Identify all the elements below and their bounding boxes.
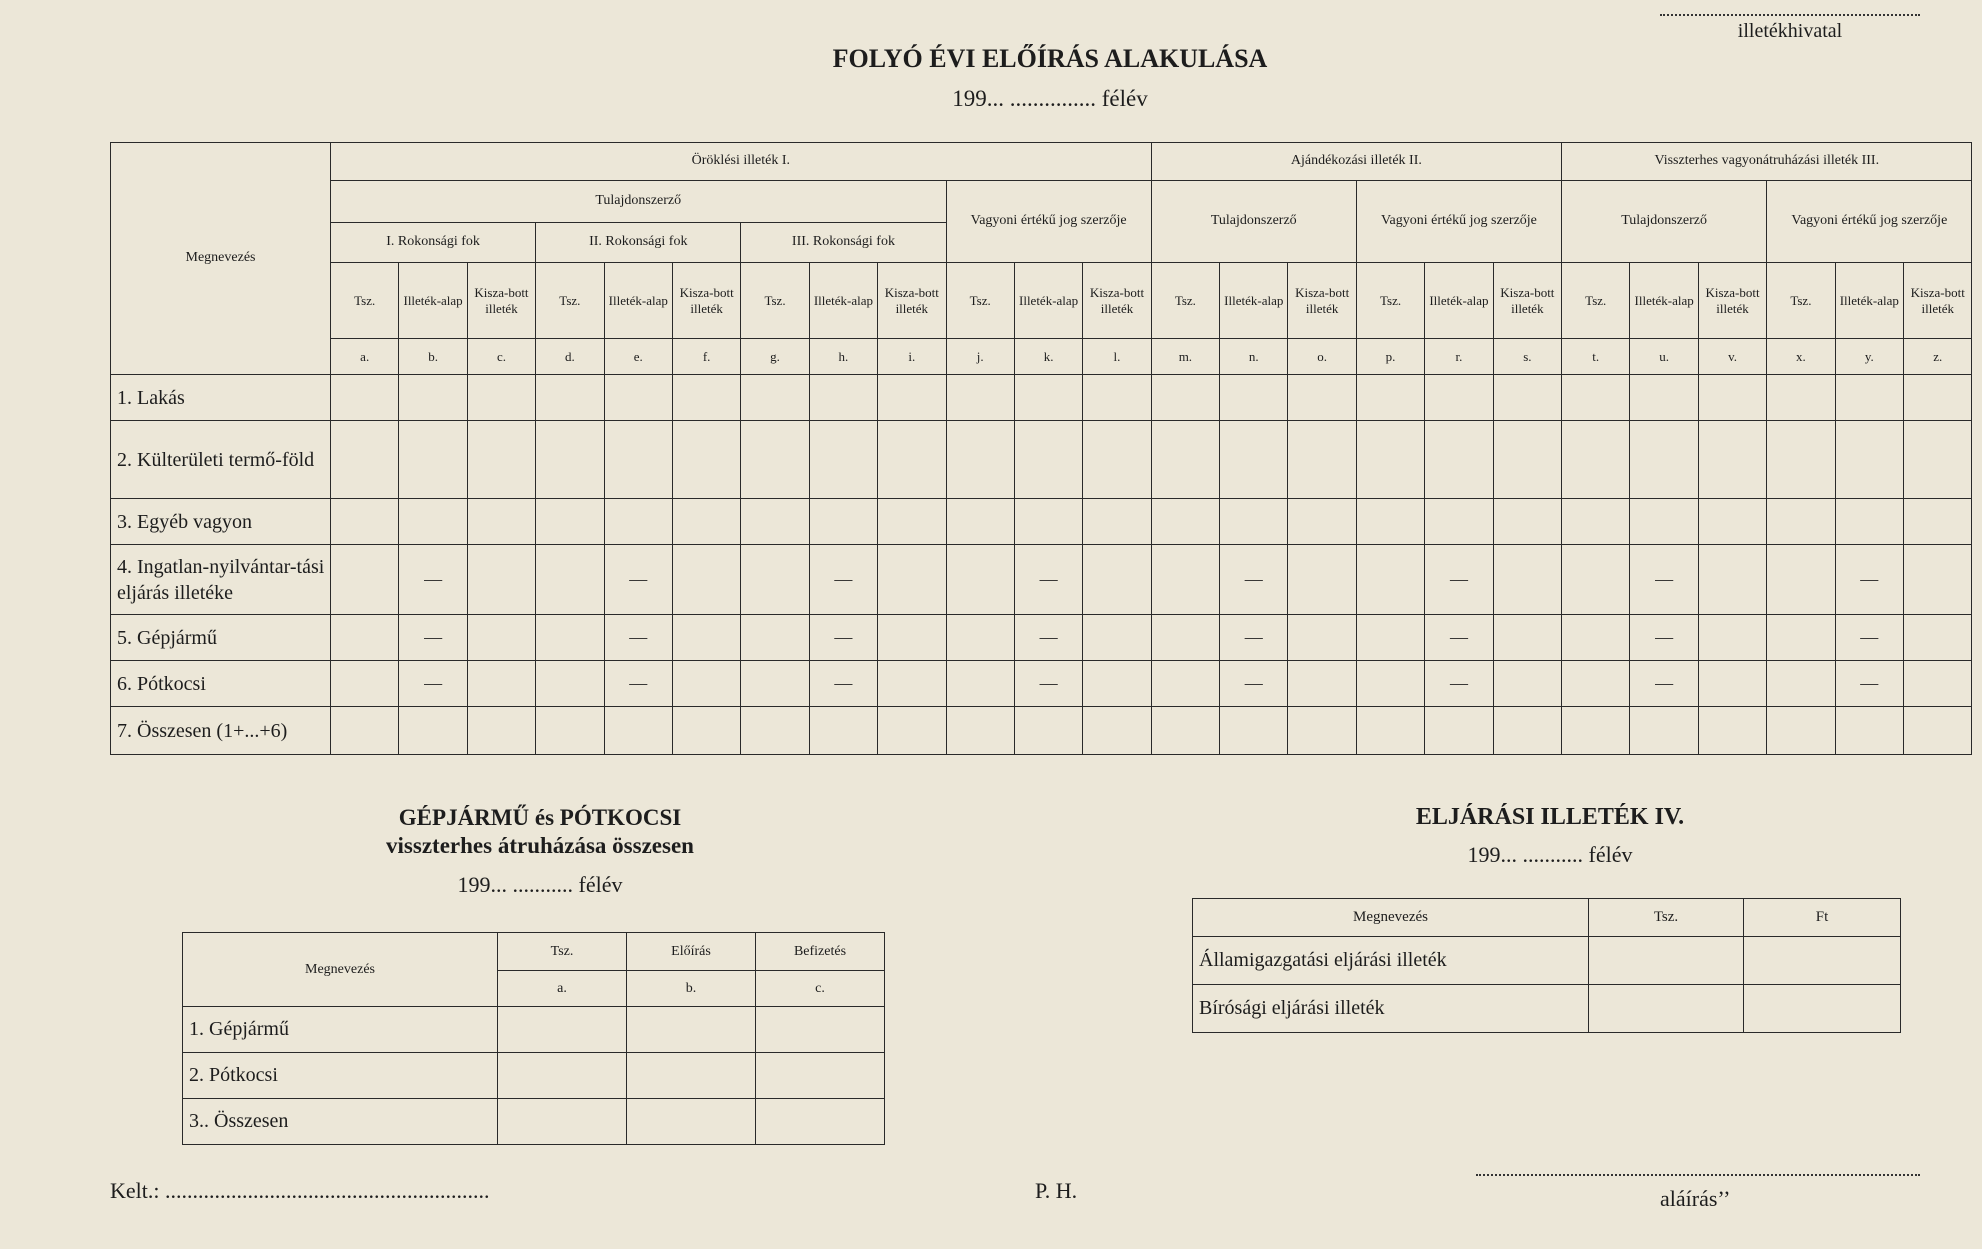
dash-cell: — <box>1630 615 1698 661</box>
data-cell <box>672 615 740 661</box>
data-cell <box>1562 375 1630 421</box>
col-header-count: Tsz. <box>1151 263 1219 339</box>
data-cell <box>1151 421 1219 499</box>
main-table <box>110 142 1972 755</box>
data-cell <box>1562 615 1630 661</box>
row-label: 5. Gépjármű <box>111 615 331 661</box>
data-cell <box>672 545 740 615</box>
data-cell <box>1220 707 1288 755</box>
vehicle-period: 199... ........... félév <box>457 872 623 897</box>
vehicle-row-total: 3.. Összesen <box>183 1099 498 1145</box>
col-letter: j. <box>946 339 1014 375</box>
data-cell <box>946 707 1014 755</box>
col-letter: k. <box>1014 339 1082 375</box>
data-cell <box>1083 615 1151 661</box>
tax-office-field <box>1660 8 1920 43</box>
col-letter: a. <box>331 339 399 375</box>
data-cell <box>604 499 672 545</box>
col-letter: x. <box>1767 339 1835 375</box>
row-label: 3. Egyéb vagyon <box>111 499 331 545</box>
vehicle-col-paid: Befizetés <box>756 933 885 971</box>
table-row <box>111 661 1972 707</box>
dash-cell: — <box>1014 661 1082 707</box>
vehicle-title-line1: GÉPJÁRMŰ és PÓTKOCSI <box>398 805 682 830</box>
procedure-section-title: ELJÁRÁSI ILLETÉK IV. <box>1415 804 1685 830</box>
col-letter: z. <box>1904 339 1972 375</box>
data-cell <box>399 707 467 755</box>
data-cell <box>399 421 467 499</box>
col-header-assessed: Kisza-bott illeték <box>467 263 535 339</box>
col-header-count: Tsz. <box>1767 263 1835 339</box>
dash-cell: — <box>399 615 467 661</box>
data-cell <box>946 499 1014 545</box>
data-cell <box>1904 499 1972 545</box>
data-cell <box>1356 661 1424 707</box>
data-cell <box>536 421 604 499</box>
page-title: FOLYÓ ÉVI ELŐÍRÁS ALAKULÁSA <box>832 44 1268 73</box>
data-cell <box>1630 707 1698 755</box>
data-cell <box>741 375 809 421</box>
data-cell <box>1630 421 1698 499</box>
col-letter: v. <box>1698 339 1766 375</box>
procedure-cell <box>1589 985 1744 1033</box>
vehicle-row-header: Megnevezés <box>183 933 498 1007</box>
col-header-base: Illeték-alap <box>1835 263 1903 339</box>
col-letter: h. <box>809 339 877 375</box>
data-cell <box>536 375 604 421</box>
vehicle-cell <box>498 1099 627 1145</box>
data-cell <box>467 375 535 421</box>
data-cell <box>1767 499 1835 545</box>
col-letter: s. <box>1493 339 1561 375</box>
data-cell <box>1698 421 1766 499</box>
data-cell <box>1562 499 1630 545</box>
col-header-base: Illeték-alap <box>1425 263 1493 339</box>
row-header: Megnevezés <box>111 143 331 375</box>
col-header-count: Tsz. <box>741 263 809 339</box>
data-cell <box>1014 375 1082 421</box>
data-cell <box>878 615 946 661</box>
data-cell <box>467 545 535 615</box>
data-cell <box>1083 707 1151 755</box>
data-cell <box>604 707 672 755</box>
data-cell <box>1014 707 1082 755</box>
data-cell <box>946 421 1014 499</box>
data-cell <box>399 375 467 421</box>
vehicle-row-car: 1. Gépjármű <box>183 1007 498 1053</box>
vehicle-cell <box>627 1053 756 1099</box>
data-cell <box>1562 661 1630 707</box>
data-cell <box>1835 375 1903 421</box>
data-cell <box>878 707 946 755</box>
data-cell <box>1904 615 1972 661</box>
data-cell <box>331 545 399 615</box>
degree-2-header: II. Rokonsági fok <box>536 223 741 263</box>
col-letter: g. <box>741 339 809 375</box>
data-cell <box>1562 707 1630 755</box>
data-cell <box>536 707 604 755</box>
data-cell <box>1356 545 1424 615</box>
vehicle-table <box>182 932 885 1145</box>
data-cell <box>1151 545 1219 615</box>
col-letter: p. <box>1356 339 1424 375</box>
rights-header-gift: Vagyoni értékű jog szerzője <box>1356 181 1561 263</box>
rights-header-transfer: Vagyoni értékű jog szerzője <box>1767 181 1972 263</box>
group-header-transfer: Visszterhes vagyonátruházási illeték III. <box>1562 143 1972 181</box>
data-cell <box>1904 661 1972 707</box>
table-row <box>111 421 1972 499</box>
dash-cell: — <box>1835 545 1903 615</box>
col-letter: d. <box>536 339 604 375</box>
dash-cell: — <box>1425 545 1493 615</box>
dash-cell: — <box>1220 661 1288 707</box>
row-label: 6. Pótkocsi <box>111 661 331 707</box>
data-cell <box>1767 615 1835 661</box>
data-cell <box>604 421 672 499</box>
data-cell <box>1425 707 1493 755</box>
col-letter: b. <box>399 339 467 375</box>
data-cell <box>536 615 604 661</box>
col-header-assessed: Kisza-bott illeték <box>878 263 946 339</box>
data-cell <box>1493 499 1561 545</box>
data-cell <box>946 615 1014 661</box>
col-header-assessed: Kisza-bott illeték <box>1493 263 1561 339</box>
col-letter: u. <box>1630 339 1698 375</box>
data-cell <box>1151 615 1219 661</box>
data-cell <box>741 421 809 499</box>
degree-3-header: III. Rokonsági fok <box>741 223 946 263</box>
dash-cell: — <box>1425 615 1493 661</box>
col-letter: l. <box>1083 339 1151 375</box>
col-header-base: Illeték-alap <box>1014 263 1082 339</box>
data-cell <box>331 421 399 499</box>
vehicle-cell <box>756 1053 885 1099</box>
table-row <box>111 545 1972 615</box>
data-cell <box>946 661 1014 707</box>
data-cell <box>1698 661 1766 707</box>
data-cell <box>946 545 1014 615</box>
col-header-base: Illeték-alap <box>604 263 672 339</box>
data-cell <box>1425 421 1493 499</box>
col-header-base: Illeték-alap <box>1220 263 1288 339</box>
data-cell <box>1562 421 1630 499</box>
data-cell <box>1220 421 1288 499</box>
data-cell <box>1835 707 1903 755</box>
data-cell <box>1698 615 1766 661</box>
date-field: Kelt.: ........................................................... <box>110 1178 490 1203</box>
data-cell <box>331 661 399 707</box>
dash-cell: — <box>1630 545 1698 615</box>
col-header-count: Tsz. <box>331 263 399 339</box>
col-header-base: Illeték-alap <box>1630 263 1698 339</box>
data-cell <box>1767 661 1835 707</box>
procedure-col-count: Tsz. <box>1589 899 1744 937</box>
data-cell <box>536 499 604 545</box>
dash-cell: — <box>809 545 877 615</box>
data-cell <box>1288 545 1356 615</box>
data-cell <box>741 615 809 661</box>
data-cell <box>331 707 399 755</box>
data-cell <box>1493 661 1561 707</box>
procedure-col-name: Megnevezés <box>1193 899 1589 937</box>
col-header-count: Tsz. <box>536 263 604 339</box>
col-letter: e. <box>604 339 672 375</box>
col-header-count: Tsz. <box>1562 263 1630 339</box>
data-cell <box>1767 421 1835 499</box>
data-cell <box>604 375 672 421</box>
data-cell <box>672 375 740 421</box>
col-letter: n. <box>1220 339 1288 375</box>
data-cell <box>1835 499 1903 545</box>
vehicle-letter-b: b. <box>627 971 756 1007</box>
data-cell <box>536 545 604 615</box>
table-row <box>111 615 1972 661</box>
rights-header-inheritance: Vagyoni értékű jog szerzője <box>946 181 1151 263</box>
owner-header-gift: Tulajdonszerző <box>1151 181 1356 263</box>
vehicle-letter-a: a. <box>498 971 627 1007</box>
procedure-period: 199... ........... félév <box>1467 842 1633 867</box>
col-letter: f. <box>672 339 740 375</box>
data-cell <box>1288 375 1356 421</box>
data-cell <box>331 615 399 661</box>
procedure-table <box>1192 898 1901 1033</box>
col-header-base: Illeték-alap <box>399 263 467 339</box>
data-cell <box>1767 707 1835 755</box>
dash-cell: — <box>1425 661 1493 707</box>
dash-cell: — <box>399 661 467 707</box>
data-cell <box>1767 375 1835 421</box>
data-cell <box>878 545 946 615</box>
table-row <box>111 499 1972 545</box>
col-letter: o. <box>1288 339 1356 375</box>
dash-cell: — <box>1835 661 1903 707</box>
data-cell <box>1698 707 1766 755</box>
data-cell <box>1288 707 1356 755</box>
data-cell <box>1356 615 1424 661</box>
data-cell <box>1835 421 1903 499</box>
col-header-base: Illeték-alap <box>809 263 877 339</box>
col-letter: i. <box>878 339 946 375</box>
degree-1-header: I. Rokonsági fok <box>331 223 536 263</box>
col-letter: r. <box>1425 339 1493 375</box>
owner-header-inheritance: Tulajdonszerző <box>331 181 947 223</box>
vehicle-title-line2: visszterhes átruházása összesen <box>386 832 694 858</box>
data-cell <box>1288 661 1356 707</box>
data-cell <box>467 661 535 707</box>
signature-line <box>1476 1170 1920 1176</box>
data-cell <box>1425 499 1493 545</box>
data-cell <box>1220 375 1288 421</box>
col-header-assessed: Kisza-bott illeték <box>672 263 740 339</box>
table-row <box>111 707 1972 755</box>
procedure-row-administrative: Államigazgatási eljárási illeték <box>1193 937 1589 985</box>
data-cell <box>331 375 399 421</box>
dash-cell: — <box>1220 615 1288 661</box>
data-cell <box>399 499 467 545</box>
office-label: illetékhivatal <box>1737 20 1843 42</box>
vehicle-row-trailer: 2. Pótkocsi <box>183 1053 498 1099</box>
data-cell <box>1356 499 1424 545</box>
vehicle-cell <box>498 1007 627 1053</box>
data-cell <box>1083 661 1151 707</box>
dash-cell: — <box>809 615 877 661</box>
row-label: 4. Ingatlan-nyilvántar-tási eljárás illetéke <box>111 545 331 615</box>
data-cell <box>672 421 740 499</box>
row-label: 2. Külterületi termő-föld <box>111 421 331 499</box>
data-cell <box>1288 615 1356 661</box>
data-cell <box>741 707 809 755</box>
data-cell <box>1767 545 1835 615</box>
data-cell <box>1014 421 1082 499</box>
data-cell <box>1562 545 1630 615</box>
data-cell <box>1151 375 1219 421</box>
data-cell <box>1288 499 1356 545</box>
data-cell <box>741 499 809 545</box>
data-cell <box>467 707 535 755</box>
procedure-col-amount: Ft <box>1744 899 1901 937</box>
col-header-count: Tsz. <box>946 263 1014 339</box>
data-cell <box>1083 545 1151 615</box>
dash-cell: — <box>399 545 467 615</box>
dash-cell: — <box>1220 545 1288 615</box>
dash-cell: — <box>604 615 672 661</box>
vehicle-cell <box>627 1099 756 1145</box>
group-header-inheritance: Öröklési illeték I. <box>331 143 1152 181</box>
data-cell <box>1220 499 1288 545</box>
row-label: 7. Összesen (1+...+6) <box>111 707 331 755</box>
vehicle-cell <box>498 1053 627 1099</box>
data-cell <box>672 661 740 707</box>
data-cell <box>878 661 946 707</box>
data-cell <box>1083 375 1151 421</box>
vehicle-cell <box>627 1007 756 1053</box>
owner-header-transfer: Tulajdonszerző <box>1562 181 1767 263</box>
col-header-count: Tsz. <box>1356 263 1424 339</box>
data-cell <box>536 661 604 707</box>
col-header-assessed: Kisza-bott illeték <box>1083 263 1151 339</box>
data-cell <box>1288 421 1356 499</box>
data-cell <box>809 707 877 755</box>
row-label: 1. Lakás <box>111 375 331 421</box>
dash-cell: — <box>604 545 672 615</box>
data-cell <box>467 615 535 661</box>
col-header-assessed: Kisza-bott illeték <box>1698 263 1766 339</box>
dash-cell: — <box>1014 615 1082 661</box>
data-cell <box>1356 421 1424 499</box>
data-cell <box>1493 545 1561 615</box>
data-cell <box>1151 499 1219 545</box>
data-cell <box>1630 499 1698 545</box>
data-cell <box>1904 375 1972 421</box>
data-cell <box>1151 661 1219 707</box>
data-cell <box>946 375 1014 421</box>
stamp-placeholder: P. H. <box>1035 1178 1078 1203</box>
procedure-cell <box>1589 937 1744 985</box>
data-cell <box>1904 421 1972 499</box>
signature-label: aláírás’’ <box>1660 1186 1731 1211</box>
data-cell <box>1356 707 1424 755</box>
data-cell <box>467 499 535 545</box>
col-header-assessed: Kisza-bott illeték <box>1288 263 1356 339</box>
vehicle-col-assessed: Előírás <box>627 933 756 971</box>
data-cell <box>1698 499 1766 545</box>
dash-cell: — <box>604 661 672 707</box>
vehicle-col-count: Tsz. <box>498 933 627 971</box>
data-cell <box>809 421 877 499</box>
col-letter: c. <box>467 339 535 375</box>
data-cell <box>1493 707 1561 755</box>
data-cell <box>1698 375 1766 421</box>
procedure-cell <box>1744 985 1901 1033</box>
vehicle-section-title <box>320 804 760 859</box>
procedure-row-court: Bírósági eljárási illeték <box>1193 985 1589 1033</box>
data-cell <box>1356 375 1424 421</box>
data-cell <box>331 499 399 545</box>
col-letter: y. <box>1835 339 1903 375</box>
vehicle-cell <box>756 1007 885 1053</box>
dash-cell: — <box>1630 661 1698 707</box>
data-cell <box>878 421 946 499</box>
col-letter: t. <box>1562 339 1630 375</box>
dash-cell: — <box>809 661 877 707</box>
page-period: 199... ............... félév <box>952 86 1148 111</box>
data-cell <box>809 375 877 421</box>
data-cell <box>1493 375 1561 421</box>
vehicle-cell <box>756 1099 885 1145</box>
data-cell <box>878 499 946 545</box>
data-cell <box>1014 499 1082 545</box>
dash-cell: — <box>1835 615 1903 661</box>
vehicle-letter-c: c. <box>756 971 885 1007</box>
data-cell <box>741 545 809 615</box>
data-cell <box>741 661 809 707</box>
data-cell <box>672 499 740 545</box>
group-header-gift: Ajándékozási illeték II. <box>1151 143 1561 181</box>
data-cell <box>1493 421 1561 499</box>
data-cell <box>1425 375 1493 421</box>
data-cell <box>467 421 535 499</box>
data-cell <box>1630 375 1698 421</box>
dash-cell: — <box>1014 545 1082 615</box>
data-cell <box>878 375 946 421</box>
col-header-assessed: Kisza-bott illeték <box>1904 263 1972 339</box>
data-cell <box>672 707 740 755</box>
data-cell <box>1151 707 1219 755</box>
data-cell <box>1493 615 1561 661</box>
table-row <box>111 375 1972 421</box>
data-cell <box>1698 545 1766 615</box>
office-dotted-line <box>1660 8 1920 16</box>
col-letter: m. <box>1151 339 1219 375</box>
data-cell <box>1904 707 1972 755</box>
procedure-cell <box>1744 937 1901 985</box>
data-cell <box>1904 545 1972 615</box>
data-cell <box>809 499 877 545</box>
data-cell <box>1083 421 1151 499</box>
data-cell <box>1083 499 1151 545</box>
